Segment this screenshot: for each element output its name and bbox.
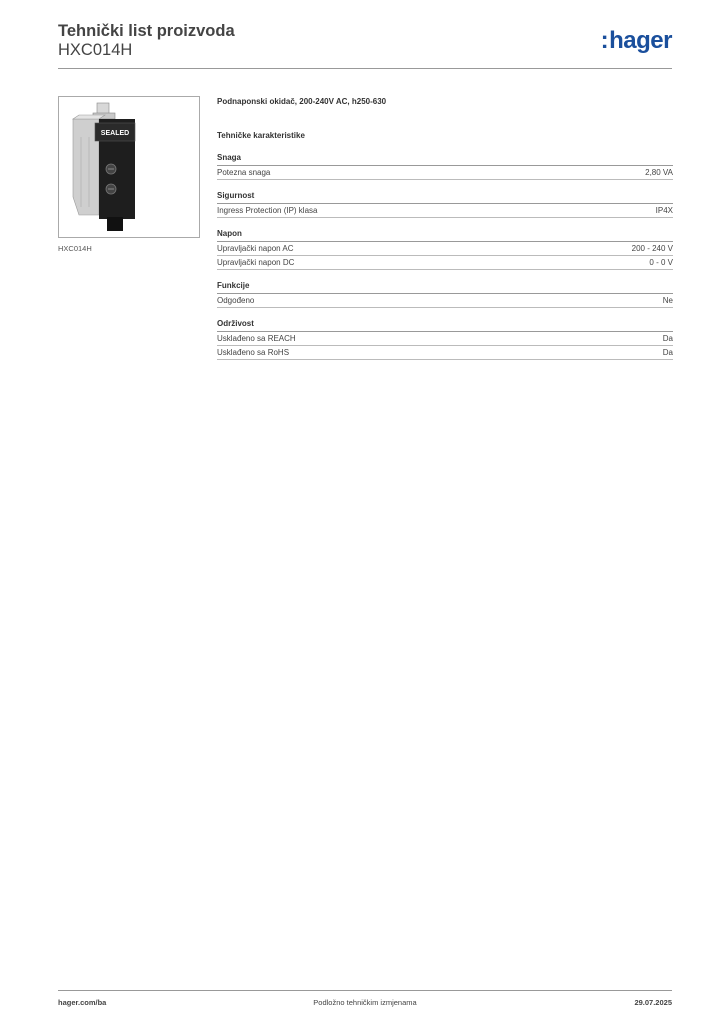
- image-caption: HXC014H: [58, 244, 92, 253]
- sealed-label: SEALED: [100, 130, 130, 137]
- product-code: HXC014H: [58, 41, 133, 59]
- logo-text: hager: [609, 27, 672, 54]
- spec-group-napon: [217, 228, 673, 270]
- spec-row: [217, 256, 673, 270]
- spec-row: [217, 242, 673, 256]
- spec-label: Upravljački napon AC: [217, 244, 294, 253]
- footer-divider: [58, 990, 672, 991]
- page-header: [58, 20, 672, 70]
- group-title: Napon: [217, 228, 673, 242]
- spec-row: [217, 294, 673, 308]
- spec-label: Usklađeno sa RoHS: [217, 348, 290, 357]
- spec-label: Ingress Protection (IP) klasa: [217, 206, 318, 215]
- footer-date: 29.07.2025: [634, 998, 672, 1007]
- product-image: [58, 96, 200, 238]
- spec-value: IP4X: [655, 206, 673, 215]
- page-title: Tehnički list proizvoda: [58, 22, 235, 40]
- group-title: Snaga: [217, 152, 673, 166]
- spec-group-odrzivost: [217, 318, 673, 360]
- spec-label: Usklađeno sa REACH: [217, 334, 296, 343]
- footer-website[interactable]: hager.com/ba: [58, 998, 107, 1007]
- header-divider: [58, 68, 672, 69]
- spec-row: [217, 166, 673, 180]
- group-title: Sigurnost: [217, 190, 673, 204]
- spec-label: Upravljački napon DC: [217, 258, 295, 267]
- spec-value: Da: [662, 348, 673, 357]
- footer-note: Podložno tehničkim izmjenama: [313, 998, 417, 1007]
- spec-value: Da: [662, 334, 673, 343]
- spec-group-snaga: [217, 152, 673, 180]
- product-description: Podnaponski okidač, 200-240V AC, h250-630: [217, 97, 387, 106]
- spec-row: [217, 346, 673, 360]
- group-title: Održivost: [217, 318, 673, 332]
- hager-logo: :hager: [600, 27, 672, 54]
- spec-value: 2,80 VA: [645, 168, 673, 177]
- spec-group-funkcije: [217, 280, 673, 308]
- spec-value: 0 - 0 V: [649, 258, 673, 267]
- spec-value: Ne: [662, 296, 673, 305]
- spec-row: [217, 204, 673, 218]
- group-title: Funkcije: [217, 280, 673, 294]
- spec-row: [217, 332, 673, 346]
- spec-content: [217, 96, 673, 360]
- spec-value: 200 - 240 V: [631, 244, 673, 253]
- spec-group-sigurnost: [217, 190, 673, 218]
- spec-label: Potezna snaga: [217, 168, 271, 177]
- product-shunt-trip-icon: [59, 97, 199, 237]
- spec-label: Odgođeno: [217, 296, 255, 305]
- section-title: Tehničke karakteristike: [217, 131, 305, 140]
